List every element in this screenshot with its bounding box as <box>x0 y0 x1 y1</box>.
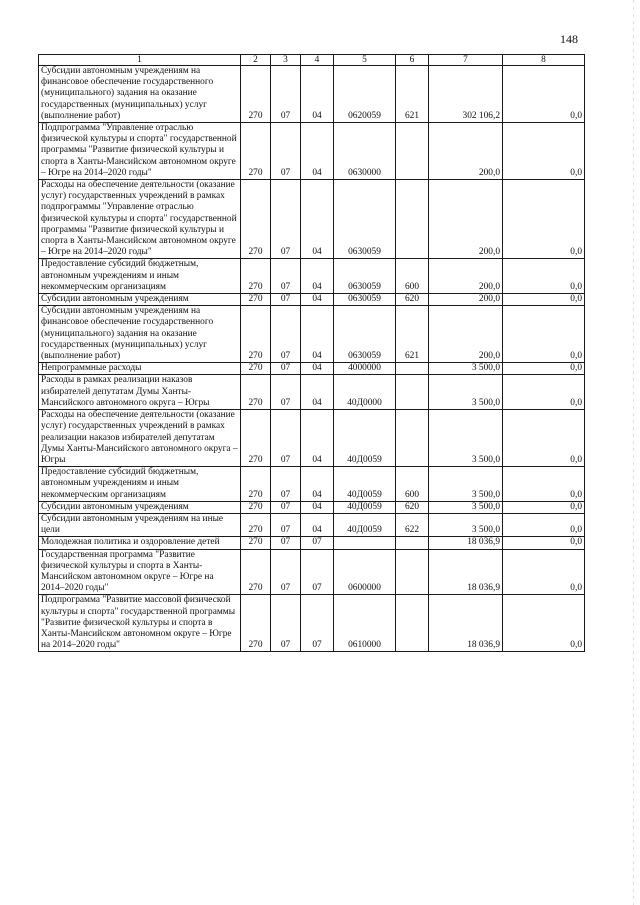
row-amount2-cell: 0,0 <box>503 549 585 595</box>
row-section-cell: 07 <box>271 537 301 549</box>
row-subsection-cell: 04 <box>301 306 334 363</box>
row-type-cell <box>396 537 429 549</box>
row-subsection-cell: 04 <box>301 259 334 294</box>
row-section-cell: 07 <box>271 66 301 123</box>
table-row <box>39 306 585 363</box>
row-name-cell: Расходы на обеспечение деятельности (оказание услуг) государственных учреждений в рамках подпрограммы "Управление отраслью физической культуры и спорта" государственной программы "Развитие физической культуры и спорта в Ханты-Мансийском автономном округе – Югре на 2014–2020 годы" <box>39 180 241 259</box>
row-target-cell: 40Д0059 <box>334 501 396 513</box>
row-amount2-cell: 0,0 <box>503 66 585 123</box>
row-subsection-cell: 04 <box>301 501 334 513</box>
table-row <box>39 410 585 467</box>
header-cell: 4 <box>301 55 334 66</box>
row-code-cell: 270 <box>241 549 271 595</box>
row-type-cell: 600 <box>396 467 429 502</box>
row-amount2-cell: 0,0 <box>503 595 585 652</box>
table-row <box>39 595 585 652</box>
row-subsection-cell: 07 <box>301 549 334 595</box>
row-section-cell: 07 <box>271 595 301 652</box>
header-cell: 3 <box>271 55 301 66</box>
row-amount2-cell: 0,0 <box>503 467 585 502</box>
budget-table <box>38 54 585 652</box>
row-subsection-cell: 04 <box>301 375 334 410</box>
row-type-cell: 620 <box>396 294 429 306</box>
table-row <box>39 123 585 180</box>
row-name-cell: Расходы в рамках реализации наказов избирателей депутатам Думы Ханты-Мансийского автономного округа – Югры <box>39 375 241 410</box>
row-type-cell <box>396 123 429 180</box>
row-subsection-cell: 04 <box>301 363 334 375</box>
row-name-cell: Подпрограмма "Развитие массовой физической культуры и спорта" государственной программы "Развитие физической культуры и спорта в Ханты-Мансийском автономном округе – Югре на 2014–2020 годы" <box>39 595 241 652</box>
row-subsection-cell: 04 <box>301 467 334 502</box>
header-cell: 7 <box>429 55 503 66</box>
row-name-cell: Непрограммные расходы <box>39 363 241 375</box>
row-amount2-cell: 0,0 <box>503 375 585 410</box>
page-number: 148 <box>560 32 578 46</box>
row-amount2-cell: 0,0 <box>503 306 585 363</box>
row-name-cell: Субсидии автономным учреждениям на финансовое обеспечение государственного (муниципального) задания на оказание государственных (муниципальных) услуг (выполнение работ) <box>39 306 241 363</box>
row-subsection-cell: 04 <box>301 180 334 259</box>
row-section-cell: 07 <box>271 363 301 375</box>
table-row <box>39 294 585 306</box>
row-code-cell: 270 <box>241 180 271 259</box>
row-subsection-cell: 04 <box>301 513 334 536</box>
row-target-cell: 0600000 <box>334 549 396 595</box>
table-row <box>39 66 585 123</box>
row-name-cell: Государственная программа "Развитие физической культуры и спорта в Ханты-Мансийском автономном округе – Югре на 2014–2020 годы" <box>39 549 241 595</box>
row-subsection-cell: 04 <box>301 123 334 180</box>
row-amount-cell: 200,0 <box>429 294 503 306</box>
row-code-cell: 270 <box>241 306 271 363</box>
row-amount-cell: 18 036,9 <box>429 595 503 652</box>
table-row <box>39 549 585 595</box>
row-type-cell <box>396 375 429 410</box>
row-amount-cell: 200,0 <box>429 306 503 363</box>
row-section-cell: 07 <box>271 410 301 467</box>
header-cell: 6 <box>396 55 429 66</box>
row-name-cell: Предоставление субсидий бюджетным, автономным учреждениям и иным некоммерческим организациям <box>39 259 241 294</box>
row-amount-cell: 3 500,0 <box>429 410 503 467</box>
table-row <box>39 537 585 549</box>
row-target-cell: 0630059 <box>334 306 396 363</box>
row-section-cell: 07 <box>271 549 301 595</box>
header-cell: 1 <box>39 55 241 66</box>
row-name-cell: Молодежная политика и оздоровление детей <box>39 537 241 549</box>
row-amount-cell: 18 036,9 <box>429 549 503 595</box>
row-section-cell: 07 <box>271 306 301 363</box>
row-type-cell <box>396 410 429 467</box>
row-subsection-cell: 04 <box>301 294 334 306</box>
row-amount2-cell: 0,0 <box>503 513 585 536</box>
table-row <box>39 363 585 375</box>
row-type-cell: 621 <box>396 66 429 123</box>
row-name-cell: Субсидии автономным учреждениям <box>39 501 241 513</box>
table-header-row <box>39 55 585 66</box>
row-target-cell: 0630059 <box>334 294 396 306</box>
row-type-cell: 620 <box>396 501 429 513</box>
row-amount-cell: 302 106,2 <box>429 66 503 123</box>
row-target-cell: 40Д0059 <box>334 467 396 502</box>
header-cell: 5 <box>334 55 396 66</box>
row-type-cell <box>396 363 429 375</box>
row-amount2-cell: 0,0 <box>503 537 585 549</box>
row-amount2-cell: 0,0 <box>503 363 585 375</box>
row-amount-cell: 200,0 <box>429 180 503 259</box>
row-name-cell: Предоставление субсидий бюджетным, автономным учреждениям и иным некоммерческим организациям <box>39 467 241 502</box>
header-cell: 8 <box>503 55 585 66</box>
row-type-cell: 600 <box>396 259 429 294</box>
row-amount2-cell: 0,0 <box>503 259 585 294</box>
row-amount-cell: 200,0 <box>429 123 503 180</box>
row-name-cell: Субсидии автономным учреждениям <box>39 294 241 306</box>
row-amount-cell: 3 500,0 <box>429 375 503 410</box>
row-subsection-cell: 04 <box>301 66 334 123</box>
row-target-cell: 4000000 <box>334 363 396 375</box>
table-row <box>39 259 585 294</box>
row-amount-cell: 3 500,0 <box>429 363 503 375</box>
table-row <box>39 513 585 536</box>
row-code-cell: 270 <box>241 363 271 375</box>
row-target-cell: 40Д0059 <box>334 513 396 536</box>
row-section-cell: 07 <box>271 467 301 502</box>
row-code-cell: 270 <box>241 294 271 306</box>
row-amount2-cell: 0,0 <box>503 180 585 259</box>
row-code-cell: 270 <box>241 123 271 180</box>
row-name-cell: Субсидии автономным учреждениям на иные цели <box>39 513 241 536</box>
table-row <box>39 180 585 259</box>
row-amount2-cell: 0,0 <box>503 410 585 467</box>
row-section-cell: 07 <box>271 180 301 259</box>
row-code-cell: 270 <box>241 513 271 536</box>
row-section-cell: 07 <box>271 123 301 180</box>
row-section-cell: 07 <box>271 259 301 294</box>
row-type-cell <box>396 180 429 259</box>
row-amount2-cell: 0,0 <box>503 123 585 180</box>
row-code-cell: 270 <box>241 66 271 123</box>
table-row <box>39 467 585 502</box>
row-code-cell: 270 <box>241 259 271 294</box>
row-name-cell: Подпрограмма "Управление отраслью физической культуры и спорта" государственной программы "Развитие физической культуры и спорта в Ханты-Мансийском автономном округе – Югре на 2014–2020 годы" <box>39 123 241 180</box>
row-subsection-cell: 04 <box>301 410 334 467</box>
row-target-cell: 0630059 <box>334 259 396 294</box>
row-code-cell: 270 <box>241 467 271 502</box>
row-amount-cell: 3 500,0 <box>429 501 503 513</box>
row-amount-cell: 200,0 <box>429 259 503 294</box>
row-amount2-cell: 0,0 <box>503 294 585 306</box>
row-target-cell: 40Д0000 <box>334 375 396 410</box>
row-amount2-cell: 0,0 <box>503 501 585 513</box>
row-target-cell: 40Д0059 <box>334 410 396 467</box>
row-target-cell <box>334 537 396 549</box>
row-subsection-cell: 07 <box>301 595 334 652</box>
row-type-cell <box>396 595 429 652</box>
row-subsection-cell: 07 <box>301 537 334 549</box>
row-code-cell: 270 <box>241 537 271 549</box>
row-target-cell: 0630000 <box>334 123 396 180</box>
table-row <box>39 375 585 410</box>
row-code-cell: 270 <box>241 595 271 652</box>
row-section-cell: 07 <box>271 294 301 306</box>
row-code-cell: 270 <box>241 501 271 513</box>
row-type-cell <box>396 549 429 595</box>
row-section-cell: 07 <box>271 513 301 536</box>
row-section-cell: 07 <box>271 375 301 410</box>
header-cell: 2 <box>241 55 271 66</box>
row-type-cell: 622 <box>396 513 429 536</box>
scan-edge-artifact <box>633 0 634 905</box>
row-section-cell: 07 <box>271 501 301 513</box>
row-code-cell: 270 <box>241 375 271 410</box>
row-code-cell: 270 <box>241 410 271 467</box>
row-name-cell: Субсидии автономным учреждениям на финансовое обеспечение государственного (муниципального) задания на оказание государственных (муниципальных) услуг (выполнение работ) <box>39 66 241 123</box>
row-target-cell: 0630059 <box>334 180 396 259</box>
row-amount-cell: 3 500,0 <box>429 467 503 502</box>
row-type-cell: 621 <box>396 306 429 363</box>
row-target-cell: 0620059 <box>334 66 396 123</box>
row-amount-cell: 18 036,9 <box>429 537 503 549</box>
row-name-cell: Расходы на обеспечение деятельности (оказание услуг) государственных учреждений в рамках реализации наказов избирателей депутатам Думы Ханты-Мансийского автономного округа – Югры <box>39 410 241 467</box>
table-row <box>39 501 585 513</box>
row-target-cell: 0610000 <box>334 595 396 652</box>
row-amount-cell: 3 500,0 <box>429 513 503 536</box>
